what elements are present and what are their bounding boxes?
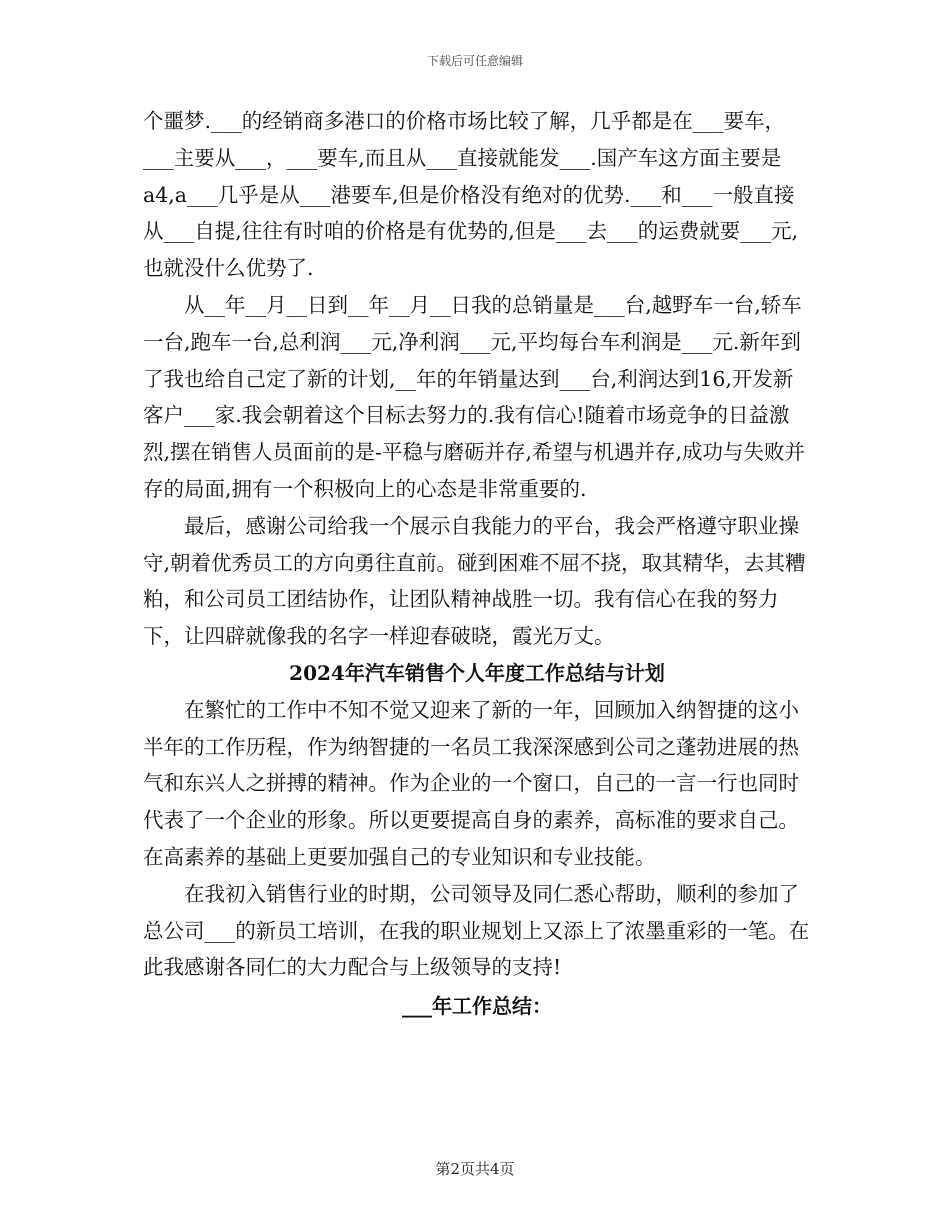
paragraph-2: 从__年__月__日到__年__月__日我的总销量是___台,越野车一台,轿车一台,跑车一台,总利润___元,净利润___元,平均每台车利润是___元.新年到了我也给自己定了新的计划,__年的年销量达到___台,利润达到16,开发新客户___家.我会朝着这个目标去努力的.我有信心!随着市场竞争的日益激烈,摆在销售人员面前的是-平稳与磨砺并存,希望与机遇并存,成功与失败并存的局面,拥有一个积极向上的心态是非常重要的. — [143, 292, 805, 501]
paragraph-4: 在繁忙的工作中不知不觉又迎来了新的一年，回顾加入纳智捷的这小半年的工作历程，作为纳智捷的一名员工我深深感到公司之蓬勃进展的热气和东兴人之拼搏的精神。作为企业的一个窗口，自己的一言一行也同时代表了一个企业的形象。所以更要提高自身的素养，高标准的要求自己。在高素养的基础上更要加强自己的专业知识和专业技能。 — [143, 697, 799, 869]
paragraph-5: 在我初入销售行业的时期，公司领导及同仁悉心帮助，顺利的参加了总公司___的新员工培训，在我的职业规划上又添上了浓墨重彩的一笔。在此我感谢各同仁的大力配合与上级领导的支持! — [143, 881, 810, 980]
section-heading: 2024年汽车销售个人年度工作总结与计划 — [289, 660, 665, 685]
paragraph-1: 个噩梦.___的经销商多港口的价格市场比较了解，几乎都是在___要车，___主要从___，___要车,而且从___直接就能发___.国产车这方面主要是a4,a___几乎是从___港要车,但是价格没有绝对的优势.___和___一般直接从___自提,往往有时咱的价格是有优势的,但是___去___的运费就要___元,也就没什么优势了. — [143, 109, 799, 281]
document-body — [143, 103, 811, 1025]
sub-heading: ___年工作总结： — [402, 994, 552, 1019]
page-number: 第2页共4页 — [435, 1160, 515, 1178]
page-header: 下载后可任意编辑 — [426, 54, 523, 68]
paragraph-3: 最后，感谢公司给我一个展示自我能力的平台，我会严格遵守职业操守,朝着优秀员工的方向勇往直前。碰到困难不屈不挠，取其精华，去其糟粕，和公司员工团结协作，让团队精神战胜一切。我有信心在我的努力下，让四辟就像我的名字一样迎春破晓，霞光万丈。 — [143, 513, 806, 649]
